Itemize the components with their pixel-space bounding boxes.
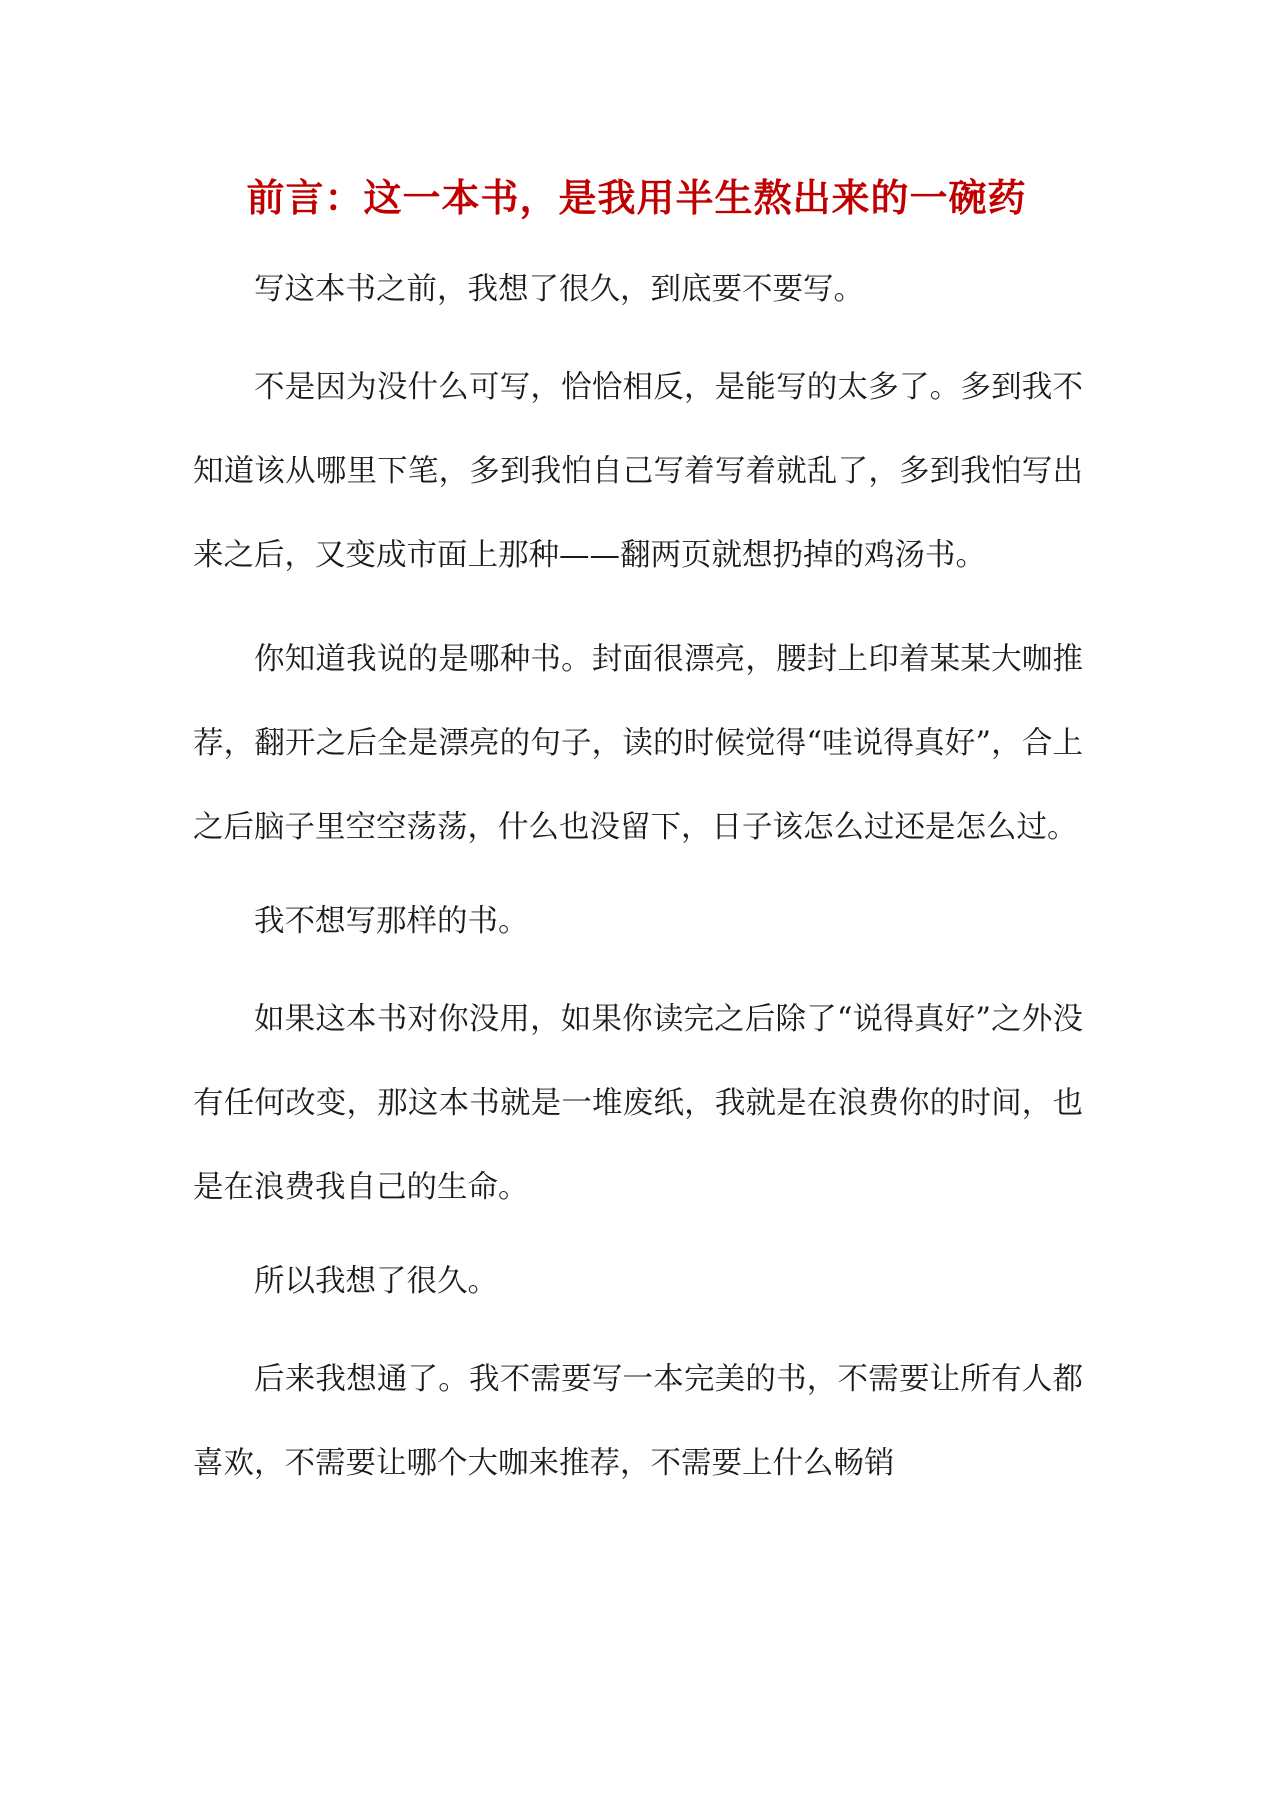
page-title: 前言：这一本书，是我用半生熬出来的一碗药	[246, 175, 1027, 220]
paragraph: 如果这本书对你没用，如果你读完之后除了“说得真好”之外没有任何改变，那这本书就是一堆废纸，我就是在浪费你的时间，也是在浪费我自己的生命。	[193, 1002, 1083, 1205]
paragraph: 写这本书之前，我想了很久，到底要不要写。	[254, 272, 864, 307]
document-body	[193, 258, 1083, 1526]
paragraph: 不是因为没什么可写，恰恰相反，是能写的太多了。多到我不知道该从哪里下笔，多到我怕自己写着写着就乱了，多到我怕写出来之后，又变成市面上那种——翻两页就想扔掉的鸡汤书。	[193, 370, 1083, 573]
paragraph: 所以我想了很久。	[254, 1264, 498, 1299]
paragraph: 你知道我说的是哪种书。封面很漂亮，腰封上印着某某大咖推荐，翻开之后全是漂亮的句子，读的时候觉得“哇说得真好”，合上之后脑子里空空荡荡，什么也没留下，日子该怎么过还是怎么过。	[193, 642, 1083, 845]
paragraph: 我不想写那样的书。	[254, 904, 529, 939]
paragraph: 后来我想通了。我不需要写一本完美的书，不需要让所有人都喜欢，不需要让哪个大咖来推荐，不需要上什么畅销	[193, 1362, 1083, 1481]
